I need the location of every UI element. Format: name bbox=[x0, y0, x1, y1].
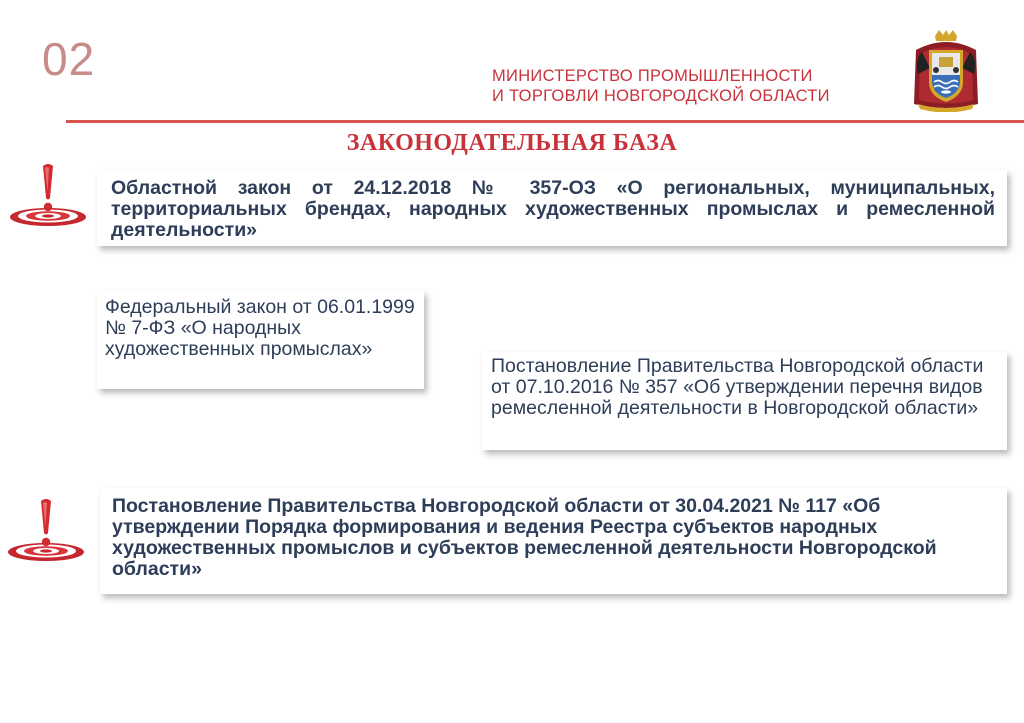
document-text: Федеральный закон от 06.01.1999 № 7-ФЗ «О народных художественных промыслах» bbox=[105, 296, 415, 360]
header-divider bbox=[66, 120, 1024, 123]
ministry-name bbox=[492, 66, 830, 106]
document-card-regional-law bbox=[97, 170, 1007, 246]
section-title: ЗАКОНОДАТЕЛЬНАЯ БАЗА bbox=[346, 130, 678, 156]
coat-of-arms-icon bbox=[908, 30, 984, 112]
ministry-name-line-2: И ТОРГОВЛИ НОВГОРОДСКОЙ ОБЛАСТИ bbox=[492, 87, 830, 105]
document-card-resolution-2021 bbox=[100, 488, 1007, 594]
ministry-name-line-1: МИНИСТЕРСТВО ПРОМЫШЛЕННОСТИ bbox=[492, 67, 813, 85]
document-card-resolution-2016 bbox=[482, 352, 1007, 450]
slide-number: 02 bbox=[42, 33, 96, 85]
document-card-federal-law bbox=[97, 291, 424, 389]
alert-target-icon bbox=[2, 497, 90, 563]
document-text: Областной закон от 24.12.2018 № 357-ОЗ «О региональных, муниципальных, территориальных брендах, народных художественных промыслах и ремесленной деятельности» bbox=[111, 177, 995, 241]
document-text: Постановление Правительства Новгородской области от 30.04.2021 № 117 «Об утверждении Порядка формирования и ведения Реестра субъектов народных художественных промыслов и субъектов ремесленной деятельности Новгородской области» bbox=[112, 495, 937, 580]
alert-target-icon bbox=[4, 162, 92, 228]
document-text: Постановление Правительства Новгородской области от 07.10.2016 № 357 «Об утверждении перечня видов ремесленной деятельности в Новгородской области» bbox=[491, 355, 984, 419]
